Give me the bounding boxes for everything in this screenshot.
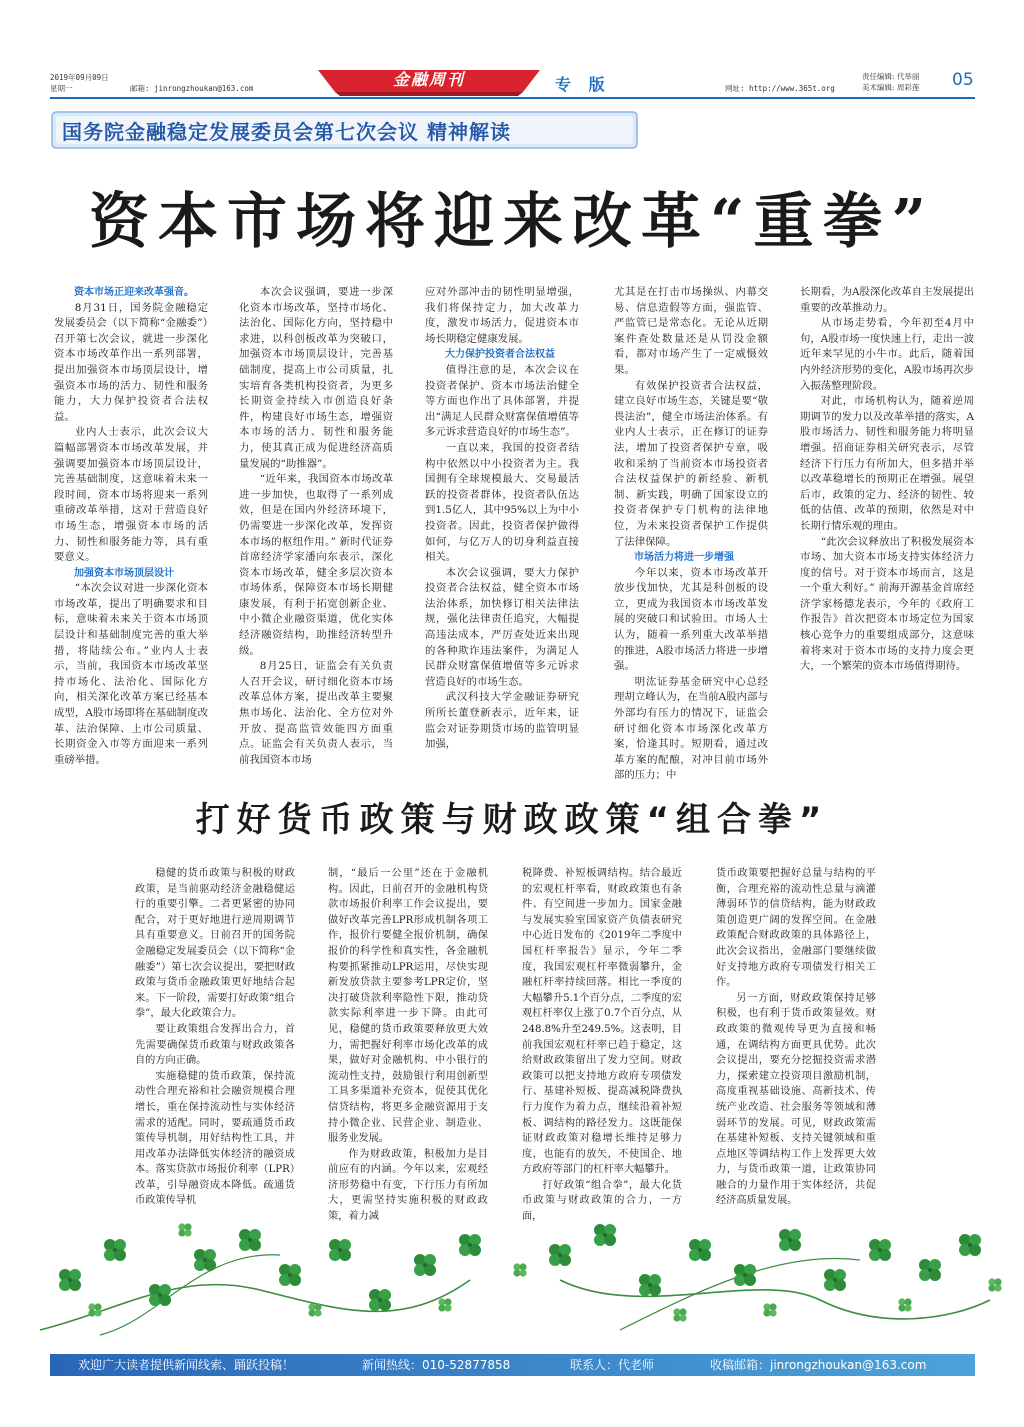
paragraph: 8月31日，国务院金融稳定发展委员会（以下简称“金融委”）召开第七次会议，就进一步深化资本市场改革作出一系列部署，提出加强资本市场顶层设计，增强资本市场的活力、韧性和服务能力，大力保护投资者合法权益。 [54, 301, 208, 423]
article1-headline: 资本市场将迎来改革“重拳” [88, 187, 936, 257]
paragraph: 对此，市场机构认为，随着逆周期调节的发力以及改革举措的落实，A股市场活力、韧性和服务能力将明显增强。招商证券相关研究表示，尽管经济下行压力有所加大，但多措并举以改革稳增长的预期正在增强。展望后市，政策的定力、经济的韧性、较低的估值、改革的预期，依然是对中长期行情乐观的理由。 [800, 395, 974, 532]
article1-column-2 [239, 285, 393, 766]
article2-column-1 [135, 866, 295, 1226]
footer-email: 收稿邮箱：jinrongzhoukan@163.com [710, 1358, 927, 1372]
paragraph: 打好政策“组合拳”，最大化货币政策与财政政策的合力，一方面， [522, 1179, 682, 1223]
paragraph: 稳健的货币政策与积极的财政政策，是当前驱动经济金融稳健运行的重要引擎。二者更紧密的协同配合，对于更好地进行逆周期调节具有重要意义。日前召开的国务院金融稳定发展委员会（以下简称“金融委”）第七次会议提出，要把财政政策与货币金融政策更好地结合起来。下一阶段，需要打好政策“组合拳”，最大化政策合力。 [135, 868, 295, 1020]
footer-bar [50, 1354, 975, 1376]
paragraph: 明汯证券基金研究中心总经理胡立峰认为，在当前A股内部与外部均有压力的情况下，证监会研讨细化资本市场深化改革方案，恰逢其时。短期看，通过改革方案的配酿，对冲目前市场外部的压力；中 [614, 675, 768, 782]
section-banner-title: 国务院金融稳定发展委员会第七次会议 精神解读 [62, 120, 511, 144]
paragraph: 今年以来，资本市场改革开放步伐加快，尤其是科创板的设立，更成为我国资本市场改革发展的突破口和试验田。市场人士认为，随着一系列重大改革举措的推进，A股市场活力将进一步增强。 [614, 566, 768, 673]
article1-column-1 [54, 285, 208, 766]
paragraph: 本次会议强调，要大力保护投资者合法权益，健全资本市场法治体系，加快修订相关法律法规，强化法律责任追究，大幅提高违法成本，严厉查处近来出现的各种欺诈违法案件，为满足人民群众财富保值增值等多元诉求营造良好的市场生态。 [425, 566, 579, 688]
paragraph: 长期看，为A股深化改革自主发展提出重要的改革推动力。 [800, 286, 974, 314]
footer-hotline: 新闻热线：010-52877858 [362, 1358, 511, 1372]
art-editor: 美术编辑: 周彩莲 [862, 83, 920, 92]
paragraph: 8月25日，证监会有关负责人召开会议，研讨细化资本市场改革总体方案，提出改革主要聚焦市场化、法治化、全方位对外开放、提高监管效能四方面重点。证监会有关负责人表示，当前我国资本市场 [239, 660, 393, 766]
paragraph: 货币政策要把握好总量与结构的平衡，合理充裕的流动性总量与滴灌薄弱环节的信贷结构，能为财政政策创造更广阔的发挥空间。在金融政策配合财政政策的具体路径上，此次会议指出，金融部门要继续做好支持地方政府专项债发行相关工作。 [716, 868, 876, 989]
article2-column-2 [328, 866, 488, 1226]
issue-weekday: 星期一 [50, 84, 73, 93]
subheading: 大力保护投资者合法权益 [445, 349, 555, 361]
paragraph: 实施稳健的货币政策，保持流动性合理充裕和社会融资规模合理增长，重在保持流动性与实体经济需求的适配。同时，要疏通货币政策传导机制，用好结构性工具，并用改革办法降低实体经济的融资成本。落实贷款市场报价利率（LPR）改革，引导融资成本降低。疏通货币政策传导机 [135, 1070, 295, 1207]
masthead-rule [50, 97, 975, 99]
article2-headline: 打好货币政策与财政政策“组合拳” [195, 800, 829, 840]
paragraph: 业内人士表示，此次会议大篇幅部署资本市场改革发展，并强调要加强资本市场顶层设计，完善基础制度，这意味着未来一段时间，资本市场将迎来一系列重磅改革举措，这对于营造良好市场生态，增强资本市场的活力、韧性和服务能力等，具有重要意义。 [54, 426, 208, 564]
paragraph: “近年来，我国资本市场改革进一步加快，也取得了一系列成效，但是在国内外经济环境下，仍需要进一步深化改革，发挥资本市场的枢纽作用。” 新时代证券首席经济学家潘向东表示，深化资本市场改革，健全多层次资本市场体系，保障资本市场长期健康发展，有利于拓宽创新企业、中小微企业融资渠道，优化实体经济融资结构，助推经济转型升级。 [239, 473, 393, 657]
editor-credits [862, 71, 919, 93]
section-label: 专 版 [555, 75, 611, 94]
paragraph: 有效保护投资者合法权益，建立良好市场生态，关键是要“敬畏法治”，健全市场法治体系。有业内人士表示，正在修订的证券法，增加了投资者保护专章，吸收和采纳了当前资本市场投资者合法权益保护的新经验、新机制、新实践，明确了国家设立的投资者保护专门机构的法律地位，为未来投资者保护工作提供了法律保障。 [614, 379, 768, 548]
paragraph: 要让政策组合发挥出合力，首先需要确保货币政策与财政政策各自的方向正确。 [135, 1023, 295, 1067]
paragraph: 本次会议强调，要进一步深化资本市场改革，坚持市场化、法治化、国际化方向，坚持稳中求进，以科创板改革为突破口，加强资本市场顶层设计，完善基础制度，提高上市公司质量，扎实培育各类机构投资者，为更多长期资金持续入市创造良好条件，构建良好市场生态，增强资本市场的活力、韧性和服务能力，使其真正成为促进经济高质量发展的“助推器”。 [239, 286, 393, 470]
article1-column-5 [800, 285, 974, 710]
masthead-website: 网址: http://www.365t.org [725, 84, 835, 93]
subheading: 资本市场正迎来改革强音。 [74, 287, 194, 298]
paragraph: 制，“最后一公里”还在于金融机构。因此，日前召开的金融机构贷款市场报价利率工作会议提出，要做好改革完善LPR形成机制各项工作，报价行要健全报价机制，确保报价的科学性和真实性，各金融机构要抓紧推动LPR运用，尽快实现新发放贷款主要参考LPR定价，坚决打破贷款利率隐性下限，推动贷款实际利率进一步下降。由此可见，稳健的货币政策要释放更大效力，需把握好利率市场化改革的成果，做好对金融机构、中小银行的流动性支持，鼓励银行利用创新型工具多渠道补充资本，促使其优化信贷结构，将更多金融资源用于支持小微企业、民营企业、制造业、服务业发展。 [328, 868, 488, 1145]
paragraph: 值得注意的是，本次会议在投资者保护、资本市场法治健全等方面也作出了具体部署，并提出“满足人民群众财富保值增值等多元诉求营造良好的市场生态”。 [425, 363, 579, 439]
paragraph: 应对外部冲击的韧性明显增强，我们将保持定力，加大改革力度，激发市场活力，促进资本市场长期稳定健康发展。 [425, 286, 579, 345]
masthead [50, 68, 975, 98]
subheading: 市场活力将进一步增强 [634, 552, 734, 564]
paragraph: 一直以来，我国的投资者结构中依然以中小投资者为主。我国拥有全球规模最大、交易最活跃的投资者群体，投资者队伍达到1.5亿人，其中95%以上为中小投资者。因此，投资者保护做得如何，与亿万人的切身利益直接相关。 [425, 441, 579, 564]
article2-column-3 [522, 866, 682, 1226]
issue-date: 2019年09月09日 [50, 73, 109, 82]
footer-invite: 欢迎广大读者提供新闻线索、踊跃投稿！ [78, 1358, 295, 1372]
article2-column-4 [716, 866, 876, 1226]
page-number: 05 [952, 70, 974, 90]
article1-column-4 [614, 285, 768, 782]
footer-contact: 联系人：代老师 [570, 1358, 655, 1372]
clover-decoration [0, 1210, 1024, 1350]
brand-banner [318, 68, 540, 96]
paragraph: “此次会议释放出了积极发展资本市场、加大资本市场支持实体经济力度的信号。对于资本市场而言，这是一个重大利好。” 前海开源基金首席经济学家杨德龙表示，今年的《政府工作报告》首次把资本市场定位为国家核心竞争力的重要组成部分，这意味着将来对于资本市场的支持力度会更大，一个繁荣的资本市场值得期待。 [800, 535, 974, 673]
masthead-email: 邮箱: jinrongzhoukan@163.com [130, 84, 254, 93]
paragraph: 另一方面，财政政策保持足够积极，也有利于货币政策显效。财政政策的微观传导更为直接和畅通，在调结构方面更具优势。此次会议提出，要充分挖掘投资需求潜力，探索建立投资项目激励机制，高度重视基础设施、高新技术、传统产业改造、社会服务等领域和薄弱环节的发展。可见，财政政策需在基建补短板、支持关键领域和重点地区等调结构工作上发挥更大效力，与货币政策一道，让政策协同融合的力量作用于实体经济，共促经济高质量发展。 [716, 992, 876, 1207]
paragraph: “本次会议对进一步深化资本市场改革，提出了明确要求和目标，意味着未来关于资本市场顶层设计和基础制度完善的重大举措，将陆续公布。”业内人士表示，当前，我国资本市场改革坚持市场化、法治化、国际化方向，相关深化改革方案已经基本成型，A股市场即将在基础制度改革、法治保障、上市公司质量、长期资金入市等方面迎来一系列重磅举措。 [54, 582, 208, 766]
editor-in-charge: 责任编辑: 代举丽 [862, 72, 920, 81]
paragraph: 武汉科技大学金融证券研究所所长董登新表示，近年来，证监会对证券期货市场的监管明显加强， [425, 691, 579, 751]
paragraph: 作为财政政策，积极加力是目前应有的内涵。今年以来，宏观经济形势稳中有变，下行压力有所加大，更需坚持实施积极的财政政策，着力减 [328, 1148, 488, 1223]
section-banner [52, 110, 637, 150]
masthead-date-block [50, 72, 109, 94]
newspaper-brand: 金融周刊 [392, 70, 465, 89]
subheading: 加强资本市场顶层设计 [74, 567, 174, 579]
paragraph: 从市场走势看，今年初至4月中旬，A股市场一度快速上行，走出一波近年来罕见的小牛市。此后，随着国内外经济形势的变化，A股市场再次步入振荡整理阶段。 [800, 317, 974, 392]
paragraph: 税降费、补短板调结构。结合最近的宏观杠杆率看，财政政策也有条件、有空间进一步加力。国家金融与发展实验室国家资产负债表研究中心近日发布的《2019年二季度中国杠杆率报告》显示，今年二季度，我国宏观杠杆率微弱攀升，金融杠杆率持续回落。相比一季度的大幅攀升5.1个百分点，二季度的宏观杠杆率仅上涨了0.7个百分点，从248.8%升至249.5%。这表明，目前我国宏观杠杆率已趋于稳定，这给财政政策留出了发力空间。财政政策可以把支持地方政府专项债发行、基建补短板、提高减税降费执行力度作为着力点，继续沿着补短板、调结构的路径发力。这既能保证财政政策对稳增长维持足够力度，也能有的放矢，不使国企、地方政府等部门的杠杆率大幅攀升。 [522, 868, 682, 1176]
article1-column-3 [425, 285, 579, 751]
paragraph: 尤其是在打击市场操纵、内幕交易、信息造假等方面，强监管、严监管已是常态化。无论从近期案件查处数量还是从罚没金额看，都对市场产生了一定威慑效果。 [614, 286, 768, 376]
